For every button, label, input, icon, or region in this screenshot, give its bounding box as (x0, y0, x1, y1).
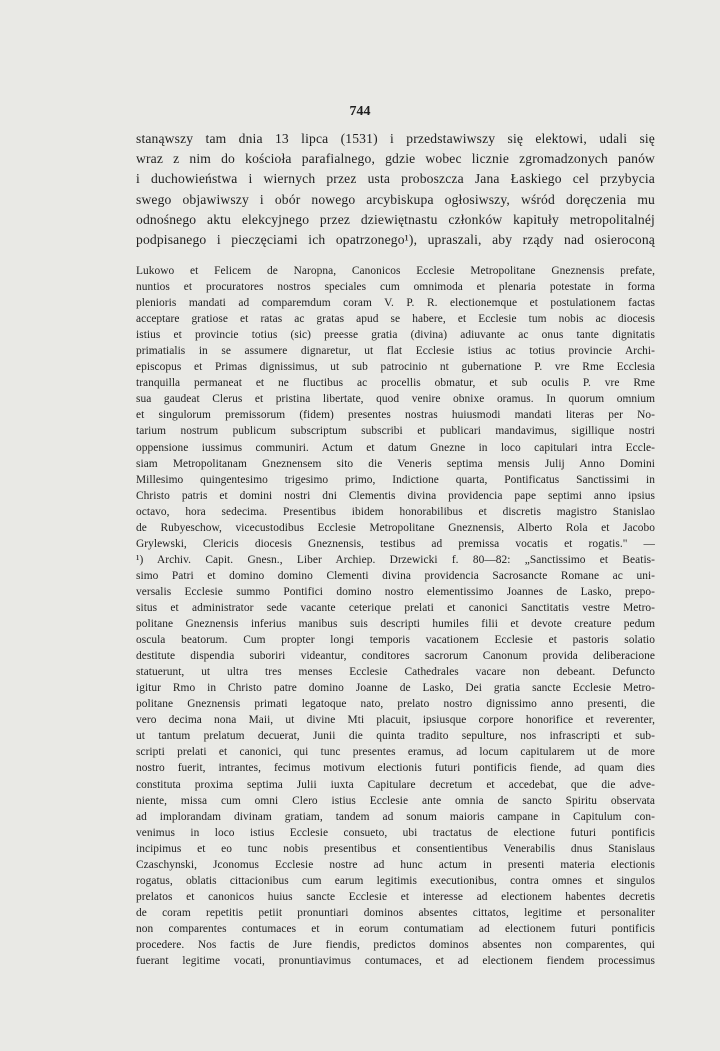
main-text-line: wraz z nim do kościoła parafialnego, gdzie wobec licznie zgromadzonych panów (136, 151, 655, 167)
latin-text-line: prelatos et canonicos huius sancte Ecclesie et interesse ad electionem habentes decretis (136, 890, 655, 903)
latin-text-line: tarium nostrum publicum subscriptum subscribi et publicari mandavimus, sigillique nostri (136, 425, 655, 438)
latin-text-line: vero decima nona Maii, ut divine Mti placuit, ipsiusque corpore honorifice et reverenter, (136, 714, 655, 727)
main-body-text (136, 129, 655, 250)
latin-text-line: nostro fuerit, intrantes, fecimus motivum electionis futuri pontificis fiende, ad quam dies (136, 762, 655, 775)
main-text-line: odnośnego aktu elekcyjnego przez dziewiętnastu członków kapituły metropolitalnéj (136, 211, 655, 227)
latin-text-line: fuerant legitime vocati, pronuntiavimus contumaces, et ad electionem fiendem processimus (136, 955, 655, 968)
latin-text-line: primatialis in se assumere dignaretur, ut flat Ecclesie istius ac totius provincie Archi- (136, 345, 655, 358)
latin-text-line: destitute dispendia suboriri videantur, conditores sacrorum Canonum provida deliberacione (136, 650, 655, 663)
latin-text-line: tranquilla permaneat et ne fluctibus ac procellis obmatur, et sub oculis P. vre Rme (136, 377, 655, 390)
latin-text-line: ut tantum prelatum decuerat, Junii die quinta tradito sepulture, nos infrascripti et sub- (136, 730, 655, 743)
page-number: 744 (349, 104, 371, 119)
main-text-line: podpisanego i pieczęciami ich opatrzonego¹), upraszali, aby rządy nad osieroconą (136, 232, 655, 248)
latin-text-line: ¹) Archiv. Capit. Gnesn., Liber Archiep. Drzewicki f. 80—82: „Sanctissimo et Beatis- (136, 553, 655, 566)
latin-text-line: scripti prelati et canonici, qui tunc presentes eramus, ad locum capitularem ut de more (136, 746, 655, 759)
latin-text-line: politane Gneznensis primati legatoque nato, prelato nostro dignissimo anno presenti, die (136, 698, 655, 711)
latin-text-line: octavo, hora sedecima. Presentibus ibidem honorabilibus et discretis magistro Stanislao (136, 505, 655, 518)
latin-text-line: incipimus et eo tunc nobis presentibus et consentientibus Venerabilis dnus Stanislaus (136, 842, 655, 855)
latin-text-line: rogatus, oblatis cittacionibus cum earum legitimis executionibus, contra omnes et singulos (136, 874, 655, 887)
latin-text-line: de coram repetitis petiit pronuntiari dominos absentes cittatos, legitime et personaliter (136, 906, 655, 919)
latin-text-line: Czaschynski, Jconomus Ecclesie nostre ad hunc actum in presenti materia electionis (136, 858, 655, 871)
latin-text-line: sua gaudeat Clerus et pristina libertate, quod venire obnixe oramus. In quorum omnium (136, 393, 655, 406)
main-text-line: stanąwszy tam dnia 13 lipca (1531) i przedstawiwszy się elektowi, udali się (136, 131, 655, 146)
latin-text-line: igitur Rmo in Christo patre domino Joanne de Lasko, Dei gratia sancte Ecclesie Metro- (136, 682, 655, 695)
latin-text-line: plenioris mandati ad comparemdum coram V. P. R. electionemque et postulationem factas (136, 297, 655, 310)
latin-text-line: procedere. Nos factis de Jure fiendis, predictos dominos absentes non comparentes, qui (136, 938, 655, 951)
main-text-line: swego objawiwszy i obór nowego arcybiskupa ogłosiwszy, wśród doręczenia mu (136, 191, 655, 207)
latin-text-line: et singulorum premissorum (fidem) presentes nostras huiusmodi mandati literas per No- (136, 409, 655, 422)
main-text-line: i duchowieństwa i wiernych przez usta proboszcza Jana Łaskiego cel przybycia (136, 171, 655, 187)
latin-text-line: oppensione iussimus communiri. Actum et datum Gnezne in loco capitulari intra Eccle- (136, 441, 655, 454)
latin-text-line: statuerunt, ut ultra tres menses Ecclesie Cathedrales vacare non debeant. Defuncto (136, 666, 655, 679)
latin-text-line: Lukowo et Felicem de Naropna, Canonicos Ecclesie Metropolitane Gneznensis prefate, (136, 265, 655, 277)
latin-text-line: Grylewski, Clericis diocesis Gneznensis, testibus ad premissa vocatis et rogatis." — (136, 537, 655, 550)
latin-text-line: oscula beatorum. Cum propter longi temporis vacationem Ecclesie et pastoris solatio (136, 634, 655, 647)
latin-text-line: nuntios et procuratores nostros speciales cum omnimoda et plenaria potestate in forma (136, 281, 655, 294)
latin-text-line: politane Gneznensis inferius manibus suis descripti humiles filii et devote creature pedum (136, 618, 655, 631)
latin-text-line: constituta proxima septima Julii iuxta Capitulare decretum et accedebat, que die adve- (136, 778, 655, 791)
latin-text-line: episcopus et Primas dignissimus, ut sub patrocinio nt gubernatione P. vre Rme Ecclesia (136, 361, 655, 374)
latin-text-line: versalis Ecclesie summo Pontifici domino nostro elementissimo Joannes de Lasko, prepo- (136, 585, 655, 598)
latin-text-line: simo Patri et domino domino Clementi divina providencia Sacrosancte Romane ac uni- (136, 569, 655, 582)
latin-text-line: istius et provincie totius (sic) preesse gratia (divina) adiuvante ac onus tante dignitatis (136, 329, 655, 342)
latin-text-line: venimus in loco istius Ecclesie consueto, ubi tractatus de electione futuri pontificis (136, 826, 655, 839)
latin-text-line: ad implorandam divinam gratiam, tandem ad sonum maioris campane in Capitulum con- (136, 810, 655, 823)
latin-text-line: situs et administrator sede vacante ceterique prelati et canonici Sanctitatis vestre Metro- (136, 601, 655, 614)
latin-text-line: Millesimo quingentesimo trigesimo primo, Indictione quarta, Pontificatus Sanctissimi in (136, 473, 655, 486)
latin-text-line: de Rubyeschow, vicecustodibus Ecclesie Metropolitane Gneznensis, Alberto Rola et Jacobo (136, 521, 655, 534)
latin-text-line: niente, missa cum omni Clero istius Ecclesie ante omnia de sancto Spiritu observata (136, 794, 655, 807)
latin-text-line: non comparentes contumaces et in eorum contumatiam ad electionem futuri pontificis (136, 922, 655, 935)
latin-text-line: Christo patris et domini nostri dni Clementis divina providencia pape septimi anno ipsius (136, 489, 655, 502)
latin-text-line: siam Metropolitanam Gneznensem sito die Veneris septima mensis Julij Anno Domini (136, 457, 655, 470)
footnote-latin-text (136, 263, 655, 969)
latin-text-line: acceptare gratiose et ratas ac gratas apud se habere, et Ecclesie tum nobis ac diocesis (136, 313, 655, 326)
